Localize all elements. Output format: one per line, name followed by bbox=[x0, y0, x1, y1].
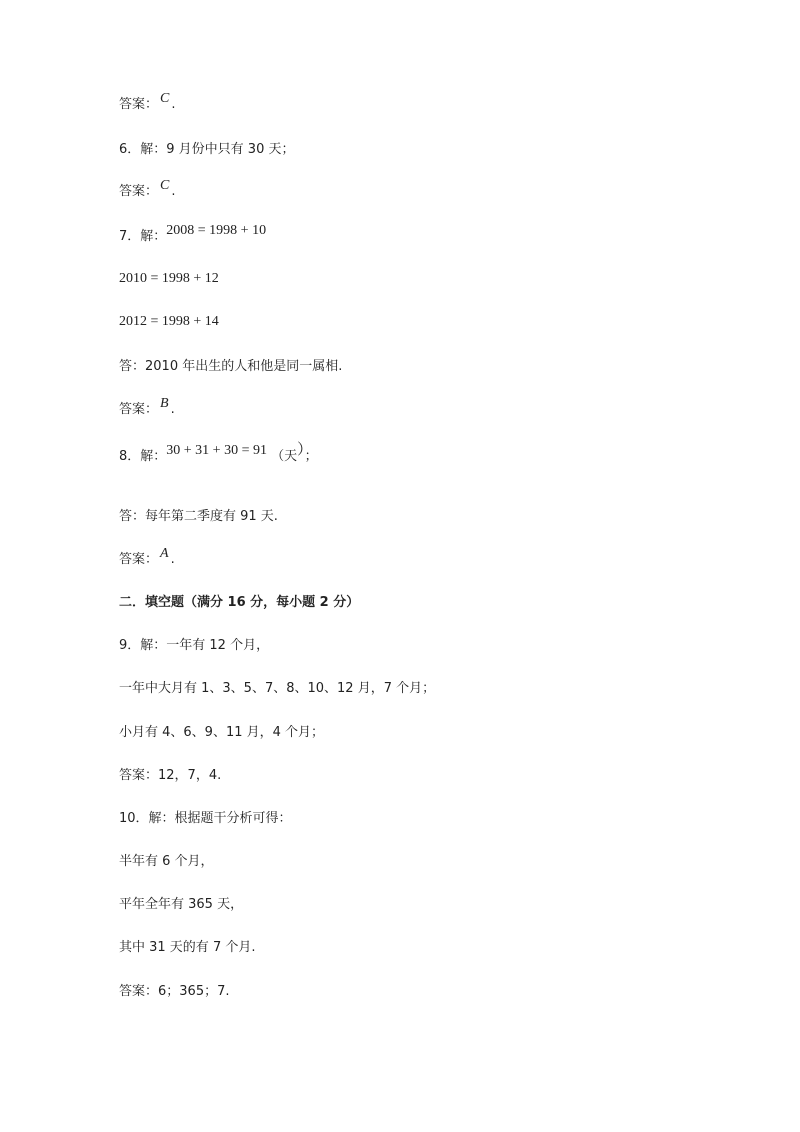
solution-10: 10．解：根据题干分析可得： bbox=[119, 811, 292, 826]
answer-label: 答案： bbox=[119, 97, 159, 112]
answer-choice: C bbox=[160, 91, 170, 106]
answer-line-7 bbox=[119, 396, 175, 419]
period: . bbox=[170, 552, 175, 567]
semicolon: ； bbox=[304, 449, 318, 464]
equation: 30 + 31 + 30 = 91 bbox=[166, 443, 267, 458]
answer-label: 答案： bbox=[119, 184, 159, 199]
answer-statement-8: 答：每年第二季度有 91 天. bbox=[119, 509, 278, 524]
equation: 2008 = 1998 + 10 bbox=[166, 223, 267, 238]
equation-line bbox=[119, 313, 219, 331]
unit-close-paren: ） bbox=[297, 440, 305, 458]
answer-line-5 bbox=[119, 91, 176, 114]
answer-choice: C bbox=[160, 178, 170, 193]
equation: 2012 = 1998 + 14 bbox=[119, 314, 219, 329]
big-months-line: 一年中大月有 1、3、5、7、8、10、12 月，7 个月； bbox=[119, 681, 436, 696]
section-heading: 二．填空题（满分 16 分，每小题 2 分） bbox=[119, 595, 360, 610]
31-day-months-line: 其中 31 天的有 7 个月. bbox=[119, 940, 256, 955]
equation: 2010 = 1998 + 12 bbox=[119, 271, 219, 286]
answer-choice: B bbox=[160, 396, 169, 411]
period: . bbox=[170, 402, 175, 417]
unit: 天 bbox=[284, 449, 298, 464]
answer-statement-7: 答：2010 年出生的人和他是同一属相. bbox=[119, 359, 343, 374]
solution-9: 9．解：一年有 12 个月， bbox=[119, 638, 270, 653]
answer-label: 答案： bbox=[119, 402, 159, 417]
answer-line-9: 答案：12，7，4. bbox=[119, 768, 222, 783]
solution-prefix: 7．解： bbox=[119, 229, 167, 244]
solution-8 bbox=[119, 440, 318, 466]
small-months-line: 小月有 4、6、9、11 月，4 个月； bbox=[119, 725, 325, 740]
answer-choice: A bbox=[160, 546, 169, 561]
period: . bbox=[171, 97, 176, 112]
common-year-line: 平年全年有 365 天， bbox=[119, 897, 244, 912]
answer-label: 答案： bbox=[119, 552, 159, 567]
solution-6: 6．解：9 月份中只有 30 天； bbox=[119, 142, 295, 157]
period: . bbox=[171, 184, 176, 199]
solution-7 bbox=[119, 223, 267, 246]
answer-line-10: 答案：6；365；7. bbox=[119, 984, 230, 999]
half-year-line: 半年有 6 个月， bbox=[119, 854, 214, 869]
unit-open-paren: （ bbox=[271, 449, 285, 464]
answer-line-6 bbox=[119, 178, 176, 201]
answer-line-8 bbox=[119, 546, 175, 569]
solution-prefix: 8．解： bbox=[119, 449, 167, 464]
equation-line bbox=[119, 270, 219, 288]
